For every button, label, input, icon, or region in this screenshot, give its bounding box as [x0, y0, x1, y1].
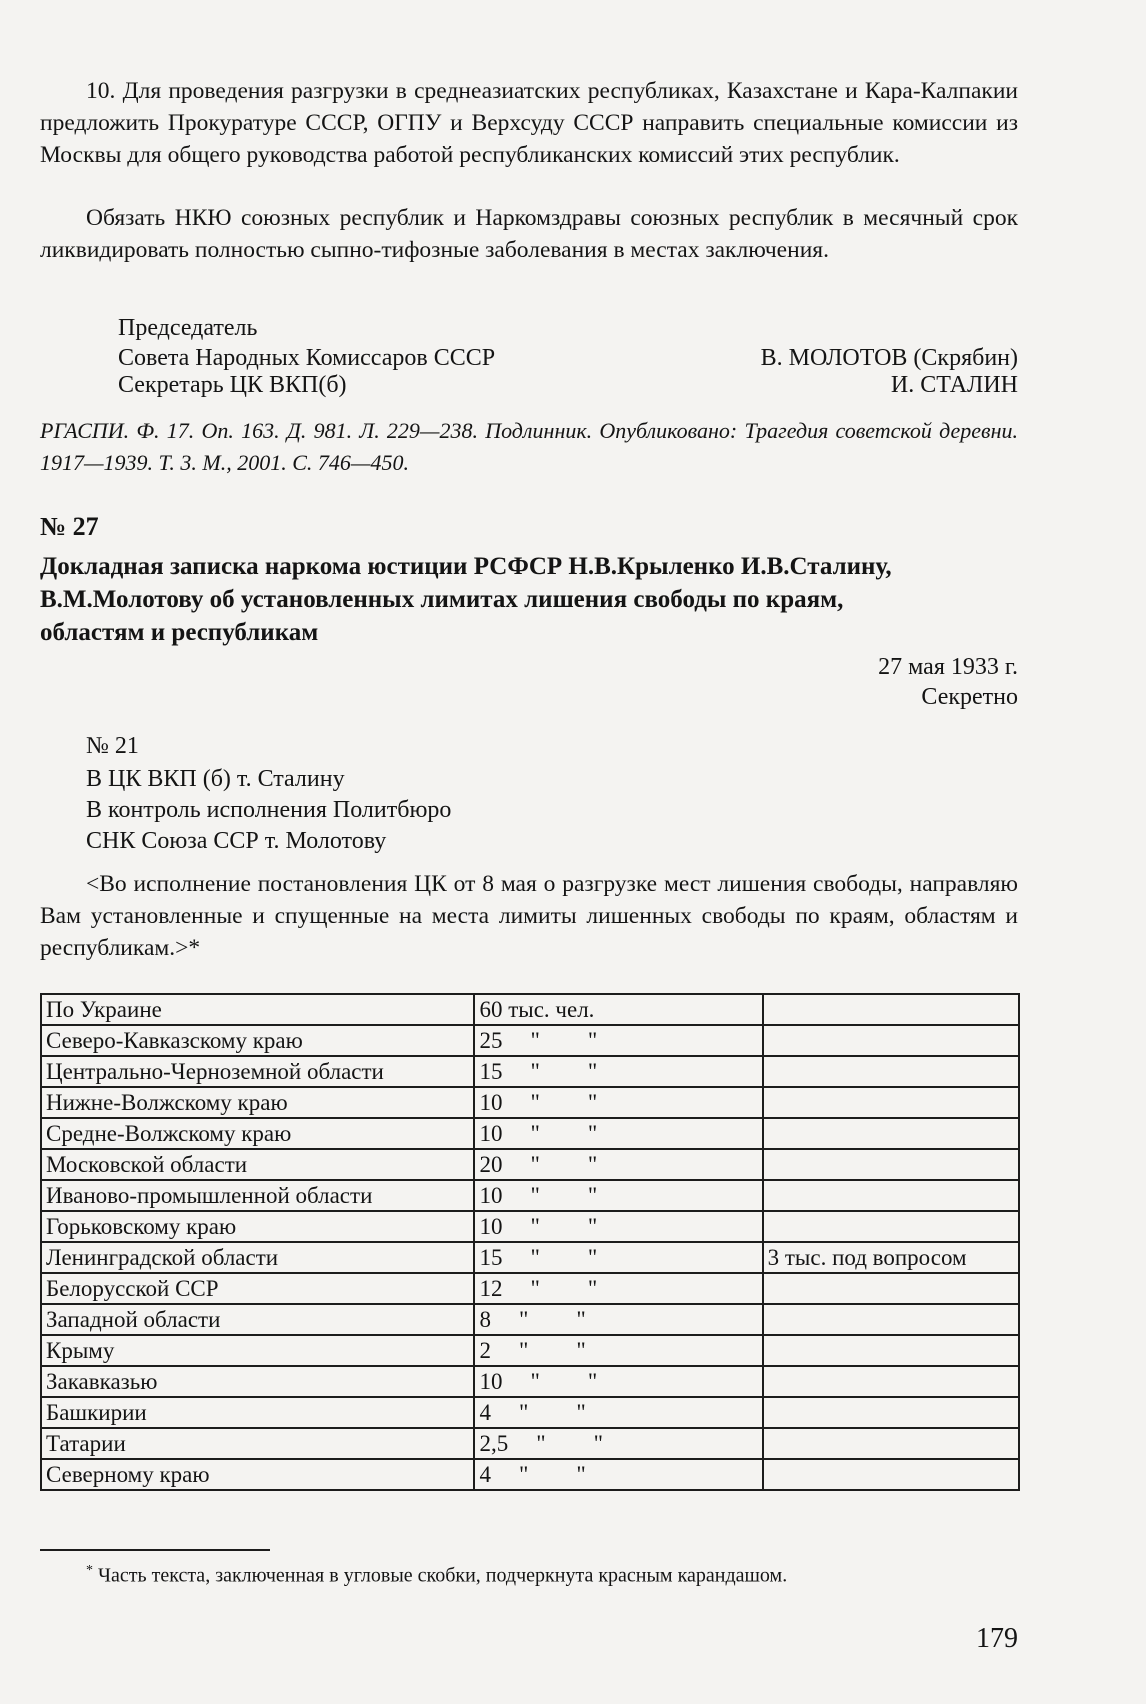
ditto-mark: " — [576, 1462, 586, 1487]
addressee-2: В контроль исполнения Политбюро — [86, 797, 452, 823]
limit-cell — [474, 994, 762, 1025]
classification-label: Секретно — [921, 684, 1018, 710]
region-cell: Северному краю — [41, 1459, 474, 1490]
limit-value: 8 — [479, 1307, 491, 1332]
region-cell: Крыму — [41, 1335, 474, 1366]
ditto-mark: " — [587, 1028, 598, 1053]
ditto-mark: " — [587, 1214, 598, 1239]
limit-cell — [474, 1211, 762, 1242]
limit-value: 10 — [479, 1369, 503, 1394]
limit-cell — [474, 1242, 762, 1273]
ditto-mark: " — [587, 1183, 598, 1208]
ditto-mark: " — [518, 1400, 529, 1425]
limit-value: 25 — [479, 1028, 503, 1053]
limit-value: 15 — [479, 1059, 503, 1084]
sovnarkom-label: Совета Народных Комиссаров СССР — [118, 345, 496, 371]
table-row — [41, 1335, 1019, 1366]
ditto-mark: " — [587, 1276, 598, 1301]
table-row — [41, 1304, 1019, 1335]
region-cell: Башкирии — [41, 1397, 474, 1428]
note-cell — [763, 1366, 1019, 1397]
ditto-mark: " — [587, 1152, 598, 1177]
ditto-mark: " — [530, 1183, 540, 1208]
table-row — [41, 1087, 1019, 1118]
region-cell: Горьковскому краю — [41, 1211, 474, 1242]
region-cell: Татарии — [41, 1428, 474, 1459]
region-cell: Ленинградской области — [41, 1242, 474, 1273]
region-cell: Средне-Волжскому краю — [41, 1118, 474, 1149]
footnote-mark: * — [86, 1563, 93, 1578]
limit-cell — [474, 1335, 762, 1366]
table-row — [41, 1397, 1019, 1428]
ditto-mark: " — [518, 1307, 529, 1332]
note-cell — [763, 1335, 1019, 1366]
limit-value: 4 — [479, 1400, 491, 1425]
limit-cell — [474, 1056, 762, 1087]
table-row — [41, 1180, 1019, 1211]
ditto-mark: " — [530, 1369, 540, 1394]
intro-paragraph: <Во исполнение постановления ЦК от 8 мая о разгрузке мест лишения свободы, направляю Вам установленные и спущенные на места лимиты лишенных свободы по краям, областям и республикам.>* — [40, 871, 1018, 961]
ditto-mark: " — [530, 1028, 540, 1053]
note-cell — [763, 1025, 1019, 1056]
ditto-mark: " — [518, 1462, 529, 1487]
ditto-mark: " — [587, 1245, 598, 1270]
region-cell: Западной области — [41, 1304, 474, 1335]
addressee-3: СНК Союза ССР т. Молотову — [86, 828, 387, 854]
limit-cell — [474, 1304, 762, 1335]
paragraph-oblige: Обязать НКЮ союзных республик и Наркомздравы союзных республик в месячный срок ликвидировать полностью сыпно-тифозные заболевания в местах заключения. — [40, 205, 1018, 263]
footnote-divider — [40, 1549, 270, 1551]
ditto-mark: " — [576, 1307, 586, 1332]
region-cell: По Украине — [41, 994, 474, 1025]
ditto-mark: " — [530, 1121, 540, 1146]
region-cell: Иваново-промышленной области — [41, 1180, 474, 1211]
ditto-mark: " — [530, 1059, 540, 1084]
limit-value: 10 — [479, 1183, 503, 1208]
molotov-name: В. МОЛОТОВ (Скрябин) — [760, 345, 1018, 371]
archive-reference: РГАСПИ. Ф. 17. Оп. 163. Д. 981. Л. 229—238. Подлинник. Опубликовано: Трагедия советской деревни. 1917—1939. Т. 3. М., 2001. С. 746—450. — [40, 418, 1018, 475]
limit-value: 2,5 — [479, 1431, 509, 1456]
region-cell: Центрально-Черноземной области — [41, 1056, 474, 1087]
note-cell — [763, 1211, 1019, 1242]
limit-value: 10 — [479, 1090, 503, 1115]
limit-cell — [474, 1366, 762, 1397]
ditto-mark: " — [576, 1338, 586, 1363]
note-cell — [763, 1118, 1019, 1149]
region-cell: Закавказью — [41, 1366, 474, 1397]
limit-cell — [474, 1428, 762, 1459]
table-row — [41, 1056, 1019, 1087]
secretary-label: Секретарь ЦК ВКП(б) — [118, 372, 347, 398]
table-row — [41, 1149, 1019, 1180]
note-cell — [763, 1428, 1019, 1459]
table-row — [41, 1118, 1019, 1149]
outgoing-number: № 21 — [86, 733, 139, 759]
chair-label: Председатель — [118, 315, 258, 341]
note-cell — [763, 1087, 1019, 1118]
note-cell — [763, 1180, 1019, 1211]
limit-cell — [474, 1118, 762, 1149]
limit-value: 12 — [479, 1276, 503, 1301]
ditto-mark: " — [593, 1431, 603, 1456]
ditto-mark: " — [530, 1090, 540, 1115]
note-cell: 3 тыс. под вопросом — [763, 1242, 1019, 1273]
limit-value: 10 — [479, 1121, 503, 1146]
limit-value: 10 — [479, 1214, 503, 1239]
limit-value: 20 — [479, 1152, 503, 1177]
limit-cell — [474, 1273, 762, 1304]
footnote-text: Часть текста, заключенная в угловые скобки, подчеркнута красным карандашом. — [98, 1564, 788, 1587]
table-row — [41, 1459, 1019, 1490]
ditto-mark: " — [530, 1214, 540, 1239]
paragraph-item-10: 10. Для проведения разгрузки в среднеазиатских республиках, Казахстане и Кара-Калпакии предложить Прокуратуре СССР, ОГПУ и Верхсуду СССР направить специальные комиссии из Москвы для общего руководства работой республиканских комиссий этих республик. — [40, 78, 1018, 168]
note-cell — [763, 1273, 1019, 1304]
stalin-name: И. СТАЛИН — [890, 372, 1018, 398]
limit-value: 2 — [479, 1338, 491, 1363]
note-cell — [763, 1459, 1019, 1490]
ditto-mark: " — [587, 1059, 598, 1084]
note-cell — [763, 1397, 1019, 1428]
table-row — [41, 1211, 1019, 1242]
document-date: 27 мая 1933 г. — [878, 654, 1018, 680]
ditto-mark: " — [530, 1245, 540, 1270]
ditto-mark: " — [530, 1276, 540, 1301]
table-row — [41, 1242, 1019, 1273]
limit-cell — [474, 1149, 762, 1180]
page-number: 179 — [976, 1623, 1018, 1654]
limit-value: 4 — [479, 1462, 491, 1487]
ditto-mark: " — [587, 1090, 598, 1115]
table-row — [41, 994, 1019, 1025]
ditto-mark: " — [587, 1369, 598, 1394]
limits-table — [40, 993, 1020, 1491]
document-title: Докладная записка наркома юстиции РСФСР Н.В.Крыленко И.В.Сталину, В.М.Молотову об установленных лимитах лишения свободы по краям, областям и республикам — [40, 553, 892, 646]
note-cell — [763, 994, 1019, 1025]
ditto-mark: " — [576, 1400, 586, 1425]
document-number: № 27 — [40, 512, 99, 541]
limit-cell — [474, 1397, 762, 1428]
region-cell: Нижне-Волжскому краю — [41, 1087, 474, 1118]
ditto-mark: " — [518, 1338, 529, 1363]
table-row — [41, 1273, 1019, 1304]
limit-cell — [474, 1025, 762, 1056]
table-row — [41, 1366, 1019, 1397]
note-cell — [763, 1304, 1019, 1335]
table-row — [41, 1025, 1019, 1056]
limit-cell — [474, 1180, 762, 1211]
ditto-mark: " — [530, 1152, 540, 1177]
table-row — [41, 1428, 1019, 1459]
note-cell — [763, 1149, 1019, 1180]
region-cell: Белорусской ССР — [41, 1273, 474, 1304]
limit-value: 15 — [479, 1245, 503, 1270]
limit-cell — [474, 1087, 762, 1118]
footnote — [86, 1563, 787, 1588]
ditto-mark: " — [536, 1431, 546, 1456]
region-cell: Северо-Кавказскому краю — [41, 1025, 474, 1056]
limit-cell — [474, 1459, 762, 1490]
limit-value: 60 тыс. чел. — [479, 997, 595, 1022]
note-cell — [763, 1056, 1019, 1087]
ditto-mark: " — [587, 1121, 598, 1146]
addressee-1: В ЦК ВКП (б) т. Сталину — [86, 766, 345, 792]
region-cell: Московской области — [41, 1149, 474, 1180]
